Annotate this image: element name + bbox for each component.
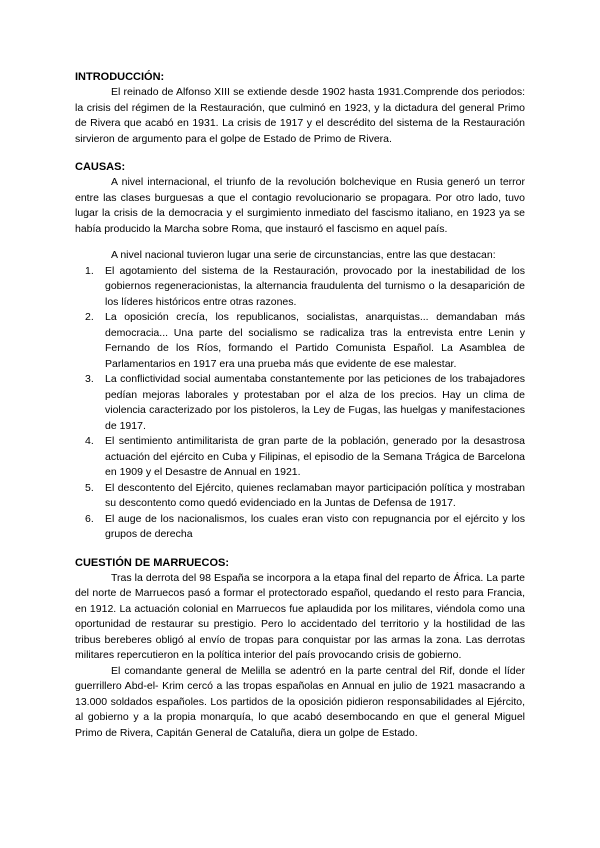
list-item: 4. El sentimiento antimilitarista de gran parte de la población, generado por la desastrosa actuación del ejército en Cuba y Filipinas, el episodio de la Semana Trágica de Barcelona en 1909 y el Desastre de Annual en 1921. xyxy=(85,435,525,478)
list-item: 1. El agotamiento del sistema de la Restauración, provocado por la inestabilidad de los gobiernos regeneracionistas, la alternancia fraudulenta del turnismo o la desaparición de los líderes históricos entre otras razones. xyxy=(85,264,525,308)
list-item: 2. La oposición crecía, los republicanos, socialistas, anarquistas... demandaban más democracia... Una parte del socialismo se radicaliza tras la entrevista entre Lenin y Fernando de los Ríos, formando el Partido Comunista Español. La Asamblea de Parlamentarios en 1917 era una prueba más que evidente de ese malestar. xyxy=(85,311,525,370)
paragraph: El reinado de Alfonso XIII se extiende desde 1902 hasta 1931.Comprende dos periodos: la crisis del régimen de la Restauración, que culminó en 1923, y la dictadura del general Primo de Rivera que acabó en 1931. La crisis de 1917 y el descrédito del sistema de la Restauración sirvieron de argumento para el golpe de Estado de Primo de Rivera. xyxy=(75,86,525,145)
causes-list xyxy=(75,264,525,543)
section-heading-introduccion: INTRODUCCIÓN: xyxy=(75,71,165,83)
paragraph: El comandante general de Melilla se adentró en la parte central del Rif, donde el líder guerrillero Abd-el- Krim cercó a las tropas españolas en Annual en julio de 1921 masacrando a 13.000 soldados españoles. Los partidos de la oposición pidieron responsabilidades al Ejército, al gobierno y a la propia monarquía, lo que acabó desembocando en que el general Miguel Primo de Rivera, Capitán General de Cataluña, diera un golpe de Estado. xyxy=(75,664,525,739)
paragraph: Tras la derrota del 98 España se incorpora a la etapa final del reparto de África. La parte del norte de Marruecos pasó a formar el protectorado español, quedando el resto para Francia, en 1912. La actuación colonial en Marruecos fue aplaudida por los militares, viéndola como una oportunidad de restaurar su prestigio. Pero lo accidentado del territorio y la hostilidad de las tribus bereberes obligó al envío de tropas para conquistar por las armas la zona. Las derrotas militares repercutieron en la política interior del país provocando crisis de gobierno. xyxy=(75,571,525,661)
list-item: 5. El descontento del Ejército, quienes reclamaban mayor participación política y mostraban su descontento como quedó evidenciado en la Juntas de Defensa de 1917. xyxy=(85,481,525,509)
paragraph: A nivel internacional, el triunfo de la revolución bolchevique en Rusia generó un terror entre las clases burguesas a que el contagio revolucionario se propagara. Por otro lado, tuvo lugar la crisis de la democracia y el surgimiento inmediato del fascismo italiano, en 1923 ya se había producido la Marcha sobre Roma, que instauró el fascismo en aquel país. xyxy=(75,176,525,235)
section-heading-causas: CAUSAS: xyxy=(75,161,126,173)
paragraph: A nivel nacional tuvieron lugar una serie de circunstancias, entre las que destacan: xyxy=(111,249,496,261)
list-item: 6. El auge de los nacionalismos, los cuales eran visto con repugnancia por el ejército y los grupos de derecha xyxy=(85,512,525,540)
section-heading-marruecos: CUESTIÓN DE MARRUECOS: xyxy=(75,556,230,569)
list-item: 3. La conflictividad social aumentaba constantemente por las peticiones de los trabajadores pedían mejoras laborales y protestaban por el alza de los precios. Hay un clima de violencia caracterizado por los pistoleros, la Ley de Fugas, las huelgas y manifestaciones de 1917. xyxy=(85,373,525,432)
